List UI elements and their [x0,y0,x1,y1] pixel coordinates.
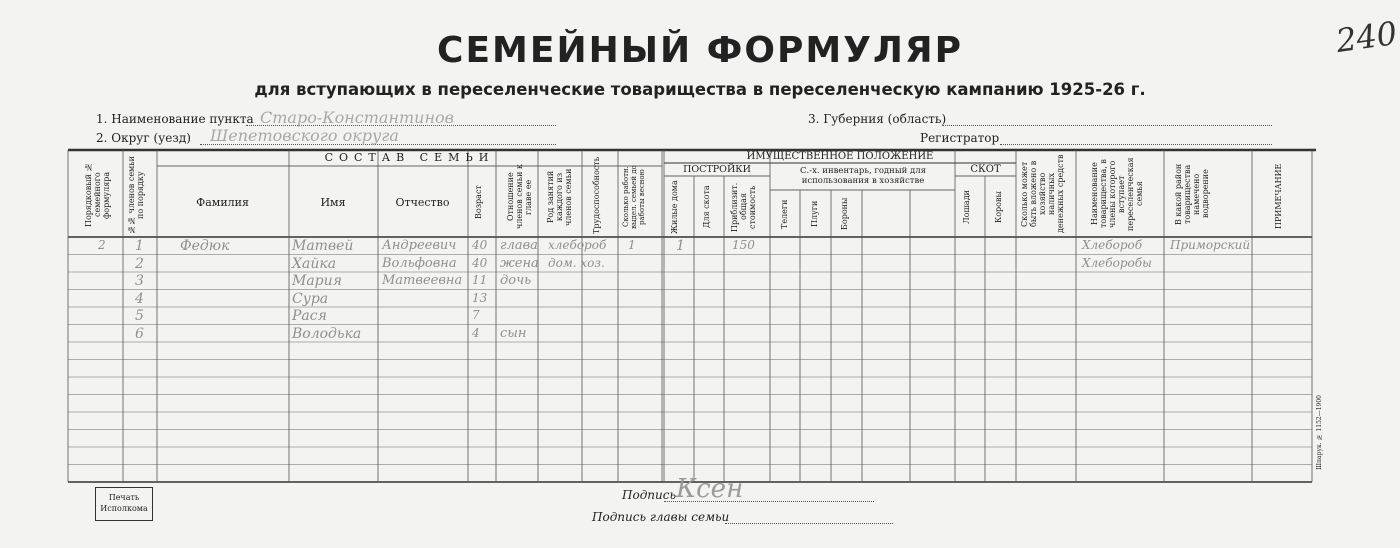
archive-number: 240 [1333,13,1400,61]
cell-member-no: 2 [135,255,144,272]
cell-workers: 1 [628,238,636,252]
registrar-label: Регистратор [920,131,1000,145]
cell-name: Хайка [292,255,337,272]
cell-formular-no: 2 [98,238,106,252]
head-signature-label: Подпись главы семьи [592,510,730,524]
header-ploughs: Плуги [810,200,819,228]
signature-value: Ксен [676,474,744,504]
group-inventory: С.-х. инвентарь, годный для использования в хозяйстве [800,166,926,186]
header-ability: Трудоспособность [592,156,601,234]
cell-age: 4 [472,325,480,340]
cell-age: 40 [472,255,488,270]
cell-name: Володька [292,325,362,342]
cell-name: Мария [292,273,342,289]
cell-age: 11 [472,273,488,287]
form-title: СЕМЕЙНЫЙ ФОРМУЛЯР [437,30,963,71]
header-harrows: Бороны [840,197,849,231]
okrug-value: Шепетовского округа [210,126,399,145]
cell-name: Матвей [292,238,354,254]
cell-relation: глава [500,238,538,253]
cell-member-no: 4 [135,290,144,307]
header-carts: Телеги [780,199,789,229]
header-region: В какой район товарищества намечено водворение [1174,163,1210,225]
cell-region: Приморский [1170,238,1251,252]
cell-member-no: 3 [135,273,144,289]
cell-patronymic: Андреевич [382,238,457,253]
cell-occupation: дом. хоз. [548,255,605,270]
okrug-label: 2. Округ (уезд) [96,131,191,145]
cell-age: 13 [472,290,488,305]
gubernia-label: 3. Губерния (область) [808,112,947,126]
header-notes: ПРИМЕЧАНИЕ [1274,163,1283,229]
header-name: Имя [320,196,346,209]
cell-age: 7 [472,308,480,322]
header-age: Возраст [474,185,483,219]
cell-houses: 1 [676,238,685,254]
header-houses: Жилые дома [670,180,679,234]
cell-surname: Федюк [180,238,230,254]
header-value: Приблизит. общая стоимость [730,182,757,232]
group-buildings: ПОСТРОЙКИ [683,164,751,175]
group-family: СОСТАВ СЕМЬИ [324,151,495,164]
signature-label: Подпись [622,488,677,502]
cell-relation: сын [500,325,527,341]
cell-partnership: Хлебороб [1082,238,1143,252]
header-occupation: Род занятий каждого из членов семьи [546,168,573,226]
header-cattle-bld: Для скота [702,185,711,229]
cell-relation: жена [500,255,539,271]
punkt-value: Старо-Константинов [260,108,454,127]
cell-patronymic: Матвеевна [382,273,463,288]
header-member-no: №№ членов семьи по порядку [127,156,145,234]
punkt-label: 1. Наименование пункта [96,112,254,126]
header-surname: Фамилия [196,196,249,209]
cell-name: Сура [292,290,329,307]
cell-name: Рася [292,308,327,324]
cell-member-no: 1 [135,238,144,254]
header-workers: Сколько работн. выдел. семьей до работы весною [622,165,646,229]
header-formular-no: Порядковый № семейного формуляра [84,162,111,228]
cell-member-no: 5 [135,308,144,324]
header-partnership: Наименование товарищества, в члены которого вступает переселенческая семья [1090,157,1144,231]
group-property: ИМУЩЕСТВЕННОЕ ПОЛОЖЕНИЕ [746,151,934,162]
form-subtitle: для вступающих в переселенческие товарищества в переселенческую кампанию 1925-26 г. [254,80,1146,99]
cell-member-no: 6 [135,325,144,342]
header-relation: Отношение членов семьи к главе ее [506,164,533,230]
header-horses: Лошади [962,190,971,224]
header-cows: Коровы [994,191,1003,223]
header-money: Сколько может быть вложено в хозяйство наличных денежных средств [1020,154,1065,234]
cell-patronymic: Вольфовна [382,255,457,271]
header-patronymic: Отчество [395,196,450,209]
group-livestock: СКОТ [970,164,1001,175]
cell-relation: дочь [500,273,532,288]
cell-occupation: хлебороб [548,238,607,252]
printer-note: Шпарук. № 1152—1900 [1316,395,1323,470]
stamp-box: Печать Исполкома [95,487,153,521]
cell-age: 40 [472,238,488,252]
cell-partnership: Хлеборобы [1082,255,1152,270]
head-signature-line [725,523,893,524]
cell-value: 150 [732,238,755,252]
